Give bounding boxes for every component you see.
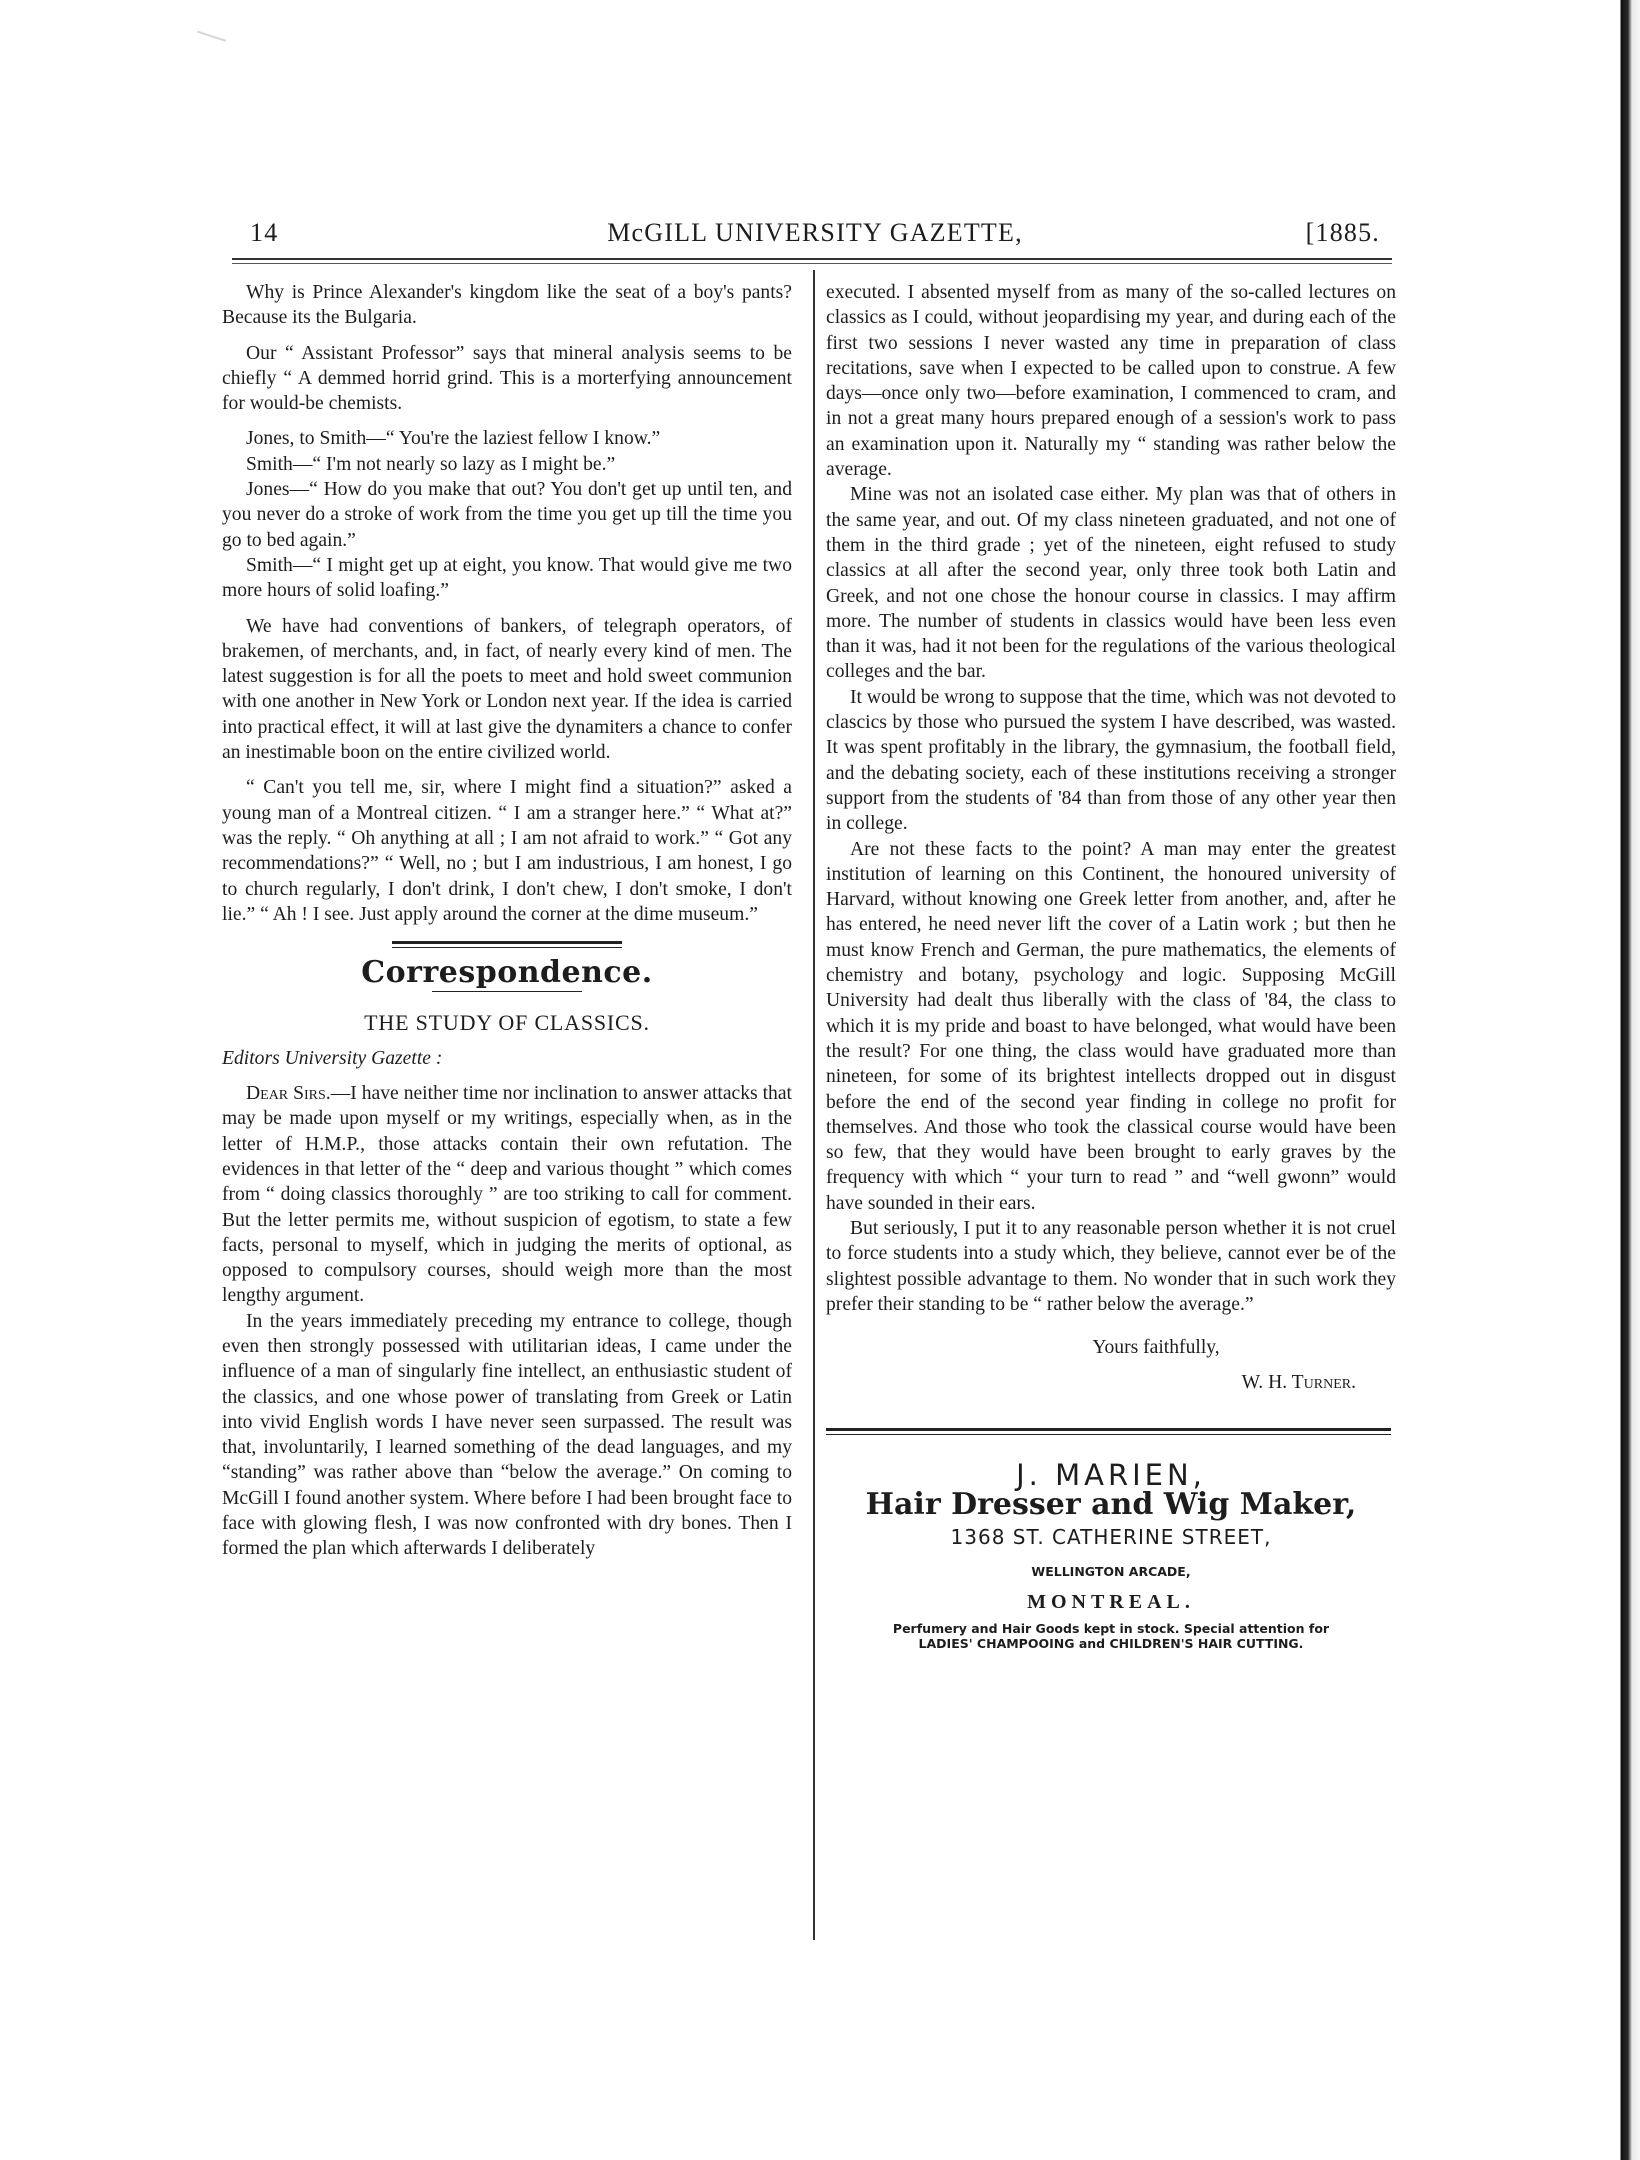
running-header bbox=[250, 218, 1380, 258]
article-title: THE STUDY OF CLASSICS. bbox=[364, 1010, 650, 1036]
letter-paragraph: executed. I absented myself from as many of the so-called lectures on classics as I could, without jeopardising my year, and during each of the first two sessions I never wasted any time in preparation of class recitations, save when I expected to be called upon to construe. A few days—once only two—before examination, I commenced to cram, and in not a great many hours prepared enough of a session's work to pass an examination upon it. Naturally my “ standing was rather below the average. bbox=[826, 282, 1396, 481]
letter-paragraph bbox=[222, 1081, 792, 1309]
publication-title: McGILL UNIVERSITY GAZETTE, bbox=[607, 218, 1023, 247]
section-heading: Correspondence. bbox=[361, 955, 653, 991]
paragraph: Smith—“ I might get up at eight, you know. That would give me two more hours of solid loafing.” bbox=[222, 554, 792, 602]
advertiser-trade: Hair Dresser and Wig Maker, bbox=[865, 1487, 1357, 1523]
publication-year: [1885. bbox=[1305, 218, 1380, 247]
header-rule bbox=[232, 258, 1392, 260]
letter-paragraph: It would be wrong to suppose that the time, which was not devoted to clascics by those who pursued the system I have described, was wasted. It was spent profitably in the library, the gymnasium, the football field, and the debating society, each of these institutions receiving a stronger support from the students of '84 than from those of any other year then in college. bbox=[826, 686, 1396, 835]
letter-signoff: Yours faithfully, bbox=[1092, 1337, 1220, 1359]
page-number: 14 bbox=[250, 218, 279, 247]
advertisement-rule bbox=[826, 1428, 1391, 1431]
paragraph: Why is Prince Alexander's kingdom like the seat of a boy's pants? Because its the Bulgaria. bbox=[222, 282, 792, 329]
section-rule bbox=[392, 947, 622, 948]
section-rule bbox=[392, 941, 622, 944]
notice-line: Perfumery and Hair Goods kept in stock. Special attention for bbox=[892, 1621, 1330, 1637]
column-divider bbox=[813, 270, 815, 1940]
right-column bbox=[826, 280, 1396, 1651]
notice-line: LADIES' CHAMPOOING and CHILDREN'S HAIR CUTTING. bbox=[918, 1636, 1304, 1652]
paragraph: Our “ Assistant Professor” says that mineral analysis seems to be chiefly “ A demmed horrid grind. This is a morterfying announcement for would-be chemists. bbox=[222, 342, 792, 415]
advertisement-rule bbox=[826, 1434, 1391, 1435]
letter-address: Editors University Gazette : bbox=[222, 1047, 443, 1069]
advertiser-street: 1368 ST. CATHERINE STREET, bbox=[950, 1525, 1272, 1550]
letter-text: —I have neither time nor inclination to answer attacks that may be made upon myself or my writings, especially when, as in the letter of H.M.P., those attacks contain their own refutation. The evidences in that letter of the “ deep and various thought ” which comes from “ doing classics thoroughly ” are too striking to call for comment. But the letter permits me, without suspicion of egotism, to state a few facts, personal to myself, which in judging the merits of optional, as opposed to compulsory courses, should weigh more than the most lengthy argument. bbox=[222, 1083, 792, 1307]
signature-name: W. H. Turner. bbox=[1241, 1372, 1356, 1394]
letter-paragraph: Are not these facts to the point? A man may enter the greatest institution of learning on this Continent, the honoured university of Harvard, without knowing one Greek letter from another, and, after he has entered, he need never lift the cover of a Latin work ; but then he must know French and German, the pure mathematics, the elements of chemistry and botany, psychology and logic. Supposing McGill University had dealt thus liberally with the class of '84, the class to which it is my pride and boast to have belonged, what would have been the result? For one thing, the class would have graduated more than nineteen, for some of its brightest intellects dropped out in disgust before the end of the second year finding in college no profit for themselves. And those who took the classical course would have been so few, that they would have been brought to early graves by the frequency with which “ your turn to read ” and “well gwonn” would have sounded in their ears. bbox=[826, 838, 1396, 1214]
advertiser-notice bbox=[826, 1621, 1396, 1651]
paragraph: We have had conventions of bankers, of telegraph operators, of brakemen, of merchants, and, in fact, of nearly every kind of men. The latest suggestion is for all the poets to meet and hold sweet communion with one another in New York or London next year. If the idea is carried into practical effect, it will at last give the dynamiters a chance to confer an inestimable boon on the entire civilized world. bbox=[222, 615, 792, 764]
letter-signature bbox=[826, 1370, 1356, 1395]
paragraph: “ Can't you tell me, sir, where I might find a situation?” asked a young man of a Montreal citizen. “ I am a stranger here.” “ What at?” was the reply. “ Oh anything at all ; I am not afraid to work.” “ Got any recommendations?” “ Well, no ; but I am industrious, I am honest, I go to church regularly, I don't drink, I don't chew, I don't smoke, I don't lie.” “ Ah ! I see. Just apply around the corner at the dime museum.” bbox=[222, 777, 792, 925]
scan-mark bbox=[194, 31, 226, 52]
paragraph: Jones, to Smith—“ You're the laziest fellow I know.” bbox=[246, 428, 661, 450]
paragraph: Jones—“ How do you make that out? You don't get up until ten, and you never do a stroke of work from the time you get up till the time you go to bed again.” bbox=[222, 479, 792, 551]
paragraph: Smith—“ I'm not nearly so lazy as I might be.” bbox=[246, 453, 616, 475]
advertisement bbox=[826, 1457, 1396, 1652]
advertiser-name: J. MARIEN, bbox=[1016, 1457, 1206, 1492]
letter-paragraph: But seriously, I put it to any reasonable person whether it is not cruel to force students into a study which, they believe, cannot ever be of the slightest possible advantage to them. No wonder that in such work they prefer their standing to be “ rather below the average.” bbox=[826, 1217, 1396, 1315]
salutation: Dear Sirs. bbox=[246, 1083, 331, 1105]
section-rule bbox=[432, 991, 582, 992]
letter-paragraph: In the years immediately preceding my entrance to college, though even then strongly possessed with utilitarian ideas, I came under the influence of a man of singularly fine intellect, an enthusiastic student of the classics, and one whose power of translating from Greek or Latin into vivid English words I have never seen surpassed. The result was that, involuntarily, I learned something of the dead languages, and my “standing” was rather above than “below the average.” On coming to McGill I found another system. Where before I had been brought face to face with glowing flesh, I was now confronted with dry bones. Then I formed the plan which afterwards I deliberately bbox=[222, 1310, 792, 1560]
letter-paragraph: Mine was not an isolated case either. My plan was that of others in the same year, and out. Of my class nineteen graduated, and not one of them in the third grade ; yet of the nineteen, eight refused to study classics at all after the second year, only three took both Latin and Greek, and not one chose the honour course in classics. I may affirm more. The number of students in classics would have been less even than it was, had it not been for the regulations of the various theological colleges and the bar. bbox=[826, 484, 1396, 683]
advertiser-city: MONTREAL. bbox=[1027, 1590, 1195, 1613]
page-binding-edge bbox=[1598, 0, 1640, 2160]
advertiser-arcade: WELLINGTON ARCADE, bbox=[1031, 1563, 1191, 1579]
left-column bbox=[222, 280, 792, 1562]
header-rule-secondary bbox=[232, 263, 1392, 264]
